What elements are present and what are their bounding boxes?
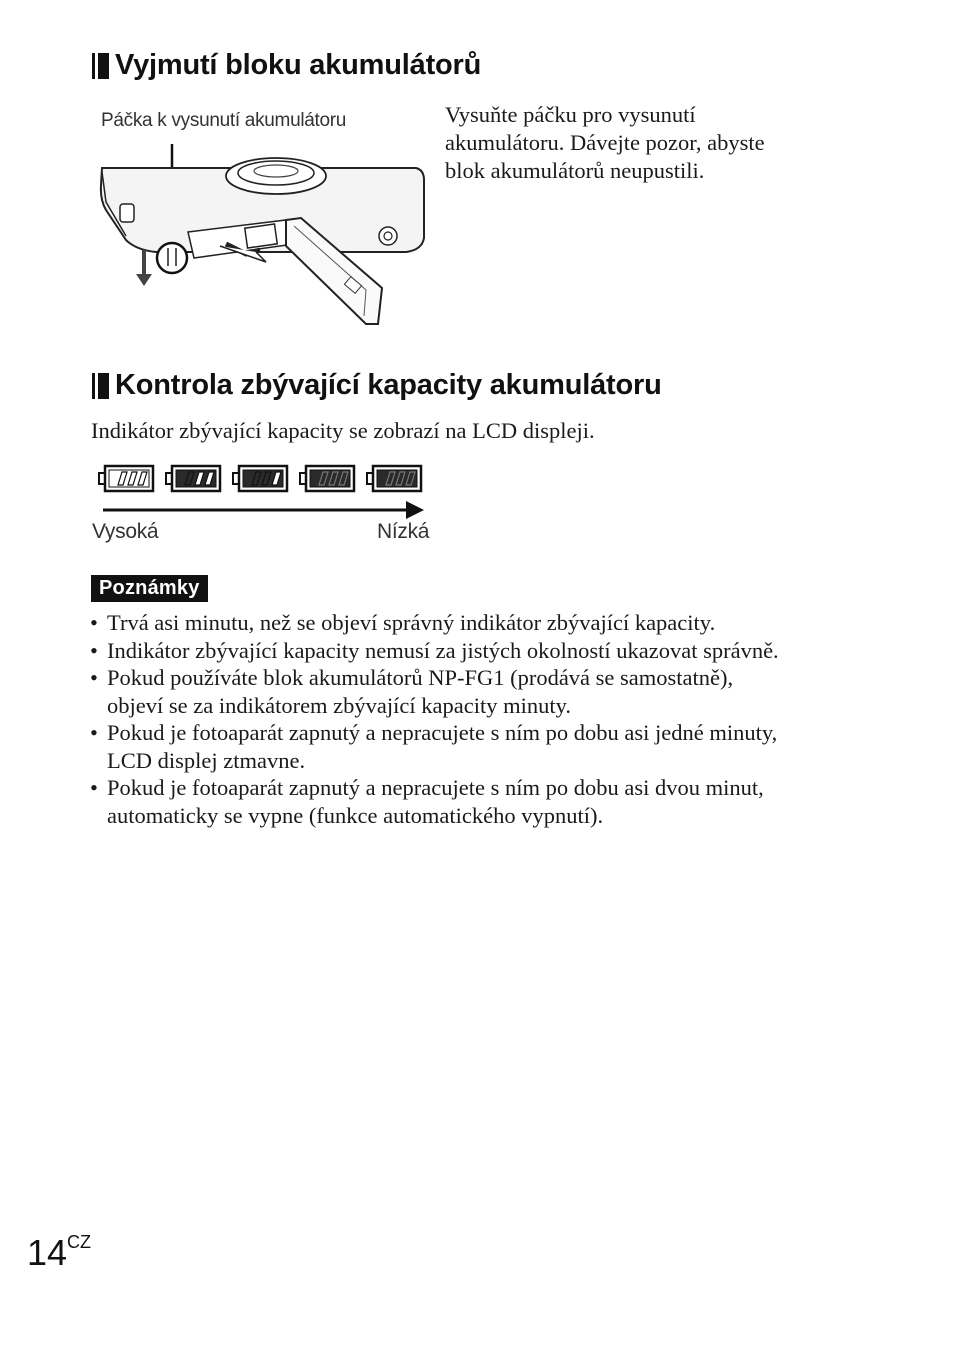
note-line: • Trvá asi minutu, než se objeví správný indikátor zbývající kapacity.: [107, 610, 716, 635]
section-title-battery-removal: [92, 49, 481, 82]
section-title-text: Vyjmutí bloku akumulátorů: [115, 49, 482, 81]
note-line: automaticky se vypne (funkce automatického vypnutí).: [107, 802, 604, 828]
capacity-high-label: Vysoká: [92, 520, 159, 543]
note-line: • Indikátor zbývající kapacity nemusí za jistých okolností ukazovat správně.: [107, 637, 779, 663]
capacity-arrow-icon: [100, 500, 430, 522]
capacity-low-label: Nízká: [377, 520, 430, 543]
capacity-intro: Indikátor zbývající kapacity se zobrazí na LCD displeji.: [91, 418, 595, 443]
note-line: • Pokud je fotoaparát zapnutý a nepracujete s ním po dobu asi dvou minut,: [107, 775, 764, 800]
section-title-text: Kontrola zbývající kapacity akumulátoru: [115, 369, 662, 401]
page-number: [27, 1232, 91, 1274]
note-line: • Pokud používáte blok akumulátorů NP-FG1 (prodává se samostatně),: [107, 665, 734, 690]
instruction-line: akumulátoru. Dávejte pozor, abyste: [445, 130, 765, 155]
callout-label: Páčka k vysunutí akumulátoru: [101, 110, 347, 131]
notes-badge: Poznámky: [91, 575, 208, 602]
note-line: objeví se za indikátorem zbývající kapacity minuty.: [107, 692, 572, 718]
instruction-line: blok akumulátorů neupustili.: [445, 158, 705, 183]
camera-battery-illustration-icon: [96, 140, 431, 330]
battery-icon: [166, 466, 220, 491]
section-marker-icon: [95, 53, 109, 79]
battery-icon: [367, 466, 421, 491]
section-marker-icon: [95, 373, 109, 399]
battery-indicator-row: [98, 464, 438, 494]
note-item: [90, 719, 890, 774]
page-number-value: 14: [27, 1232, 68, 1273]
note-item: [90, 609, 890, 637]
note-item: [90, 774, 890, 829]
instruction-line: Vysuňte páčku pro vysunutí: [445, 102, 696, 127]
notes-list: [90, 609, 890, 829]
battery-icon: [99, 466, 153, 491]
section-title-battery-capacity: [92, 369, 662, 402]
note-item: [90, 664, 890, 719]
battery-icon: [233, 466, 287, 491]
note-item: [90, 637, 890, 665]
note-line: • Pokud je fotoaparát zapnutý a nepracujete s ním po dobu asi jedné minuty,: [107, 720, 778, 745]
note-line: LCD displej ztmavne.: [107, 747, 306, 773]
removal-instructions: [445, 101, 885, 185]
page-number-suffix: CZ: [67, 1232, 92, 1252]
battery-icon: [300, 466, 354, 491]
